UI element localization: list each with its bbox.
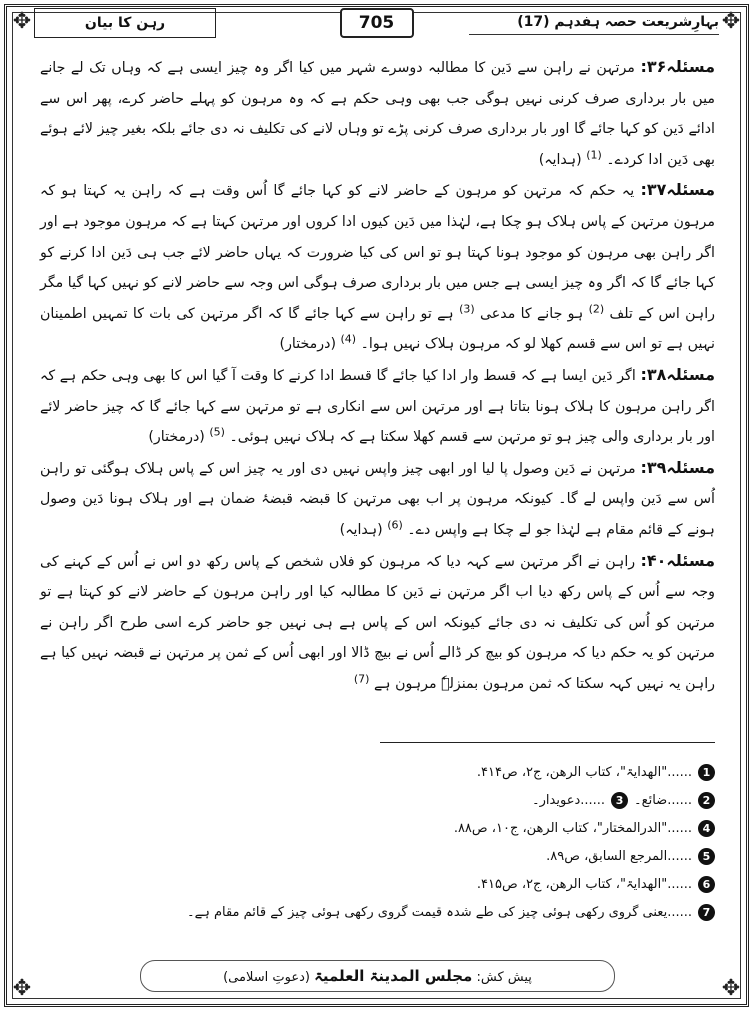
footnote-number: 1	[698, 764, 715, 781]
publisher-name: مجلس المدینۃ العلمیۃ	[314, 967, 473, 985]
footnote-item	[40, 786, 715, 814]
footnote-text: ......"الدرالمختار"، کتاب الرھن، ج۱۰، ص۸۸.	[453, 820, 692, 836]
footer-prefix: پیش کش:	[476, 970, 532, 985]
source-citation: (ہدایہ)	[538, 151, 582, 168]
source-citation: (درمختار)	[279, 336, 336, 353]
footnote-ref: (6)	[387, 518, 403, 532]
masala-label: مسئلہ۳۶:	[640, 57, 715, 76]
paragraph-text: مرتہن نے دَین وصول پا لیا اور ابھی چیز واپس نہیں دی اور یہ چیز اس کے پاس ہلاک ہوگئی تو راہن اُس سے دَین واپس لے گا۔ کیونکہ مرہون پر اب بھی مرتہن کا قبضہ قبضۂ ضمان ہے اور ہلاک ہونا دَین وصول ہونے کے قائم مقام ہے لہٰذا جو لے چکا ہے واپس دے۔	[40, 460, 715, 538]
ornament-corner-icon: ✥	[718, 9, 744, 35]
main-text	[40, 52, 715, 752]
footnote-text: ......یعنی گروی رکھی ہوئی چیز کی طے شدہ قیمت گروی رکھی ہوئی چیز کے قائم مقام ہے۔	[186, 904, 692, 920]
paragraph-text: اگر دَین ایسا ہے کہ قسط وار ادا کیا جائے گا قسط ادا کرنے کا وقت آ گیا اس کا بھی وہی حکم ہے کہ اگر راہن مرہون کا ہلاک ہونا بتاتا ہے اور مرتہن اس سے انکاری ہے تو مرتہن سے کہا جائے گا کہ چیز حاضر لائے اور بار برداری والی چیز ہو تو مرتہن سے قسم کھلا سکتا ہے کہ ہلاک نہیں ہوئی۔	[40, 367, 715, 446]
ornament-corner-icon: ✥	[9, 976, 35, 1002]
footnote-text: ......ضائع۔	[634, 792, 692, 808]
paragraph-text: ہو جانے کا مدعی	[479, 305, 584, 322]
footnote-number: 2	[698, 792, 715, 809]
book-title: بہارِشریعت حصہ ہفدہم (17)	[469, 10, 719, 35]
footnote-number: 6	[698, 876, 715, 893]
footnote-ref: (2)	[588, 302, 605, 316]
footnote-number: 7	[698, 904, 715, 921]
masala-label: مسئلہ۳۹:	[640, 457, 716, 477]
footnote-ref: (7)	[353, 672, 370, 686]
footnote-ref: (1)	[586, 148, 602, 162]
page-header	[34, 8, 719, 38]
publisher-footer	[140, 960, 615, 992]
source-citation: (درمختار)	[148, 429, 205, 446]
footnote-item	[40, 758, 715, 786]
footnote-item	[40, 842, 715, 870]
footnote-item	[40, 814, 715, 842]
footnote-ref: (4)	[340, 332, 357, 346]
source-citation: (ہدایہ)	[339, 521, 383, 538]
paragraph-text: مرتہن نے راہن سے دَین کا مطالبہ دوسرے شہر میں کیا اگر وہ چیز ایسی ہے کہ وہاں تک لے جانے میں بار برداری صرف کرنی نہیں ہوگی جب بھی وہی حکم ہے کہ وہ مرہون کو پہلے حاضر کرے، پھر اس سے ادائے دَین کو کہا جائے گا اور بار برداری صرف کرنی پڑے تو وہاں لانے کی تکلیف نہ دی جائے بلکہ بغیر چیز لائے ہوئے بھی دَین ادا کردے۔	[40, 60, 715, 168]
paragraph-text: یہ حکم کہ مرتہن کو مرہون کے حاضر لانے کو کہا جائے گا اُس وقت ہے کہ راہن یہ کہتا ہو کہ مرہون مرتہن کے پاس ہلاک ہو چکا ہے، لہٰذا میں دَین کیوں ادا کروں اور مرتہن کہتا ہے کہ مرہون موجود ہے اور اگر راہن بھی مرہون کو موجود ہونا کہتا ہو تو اس کی کیا ضرورت کہ یہاں حاضر لائے جب ہی دَین ادا کرنے کو کہا جائے گا کہ اگر وہ چیز ایسی ہے جس میں بار برداری صرف ہوگی اس وجہ سے حاضر لانے کو نہیں کہا گیا مگر راہن اس کے تلف	[40, 183, 715, 322]
masala-label: مسئلہ۳۷:	[640, 180, 715, 200]
masala-label: مسئلہ۴۰:	[640, 550, 716, 570]
footnote-ref: (3)	[459, 302, 475, 316]
ornament-corner-icon: ✥	[718, 976, 744, 1002]
page-number: 705	[340, 8, 414, 38]
footer-suffix: (دعوتِ اسلامی)	[223, 970, 310, 985]
masala-paragraph	[40, 52, 715, 175]
chapter-title: رہن کا بیان	[34, 8, 216, 38]
footnote-item	[40, 870, 715, 898]
footnotes	[40, 758, 715, 926]
masala-paragraph	[40, 175, 715, 360]
paragraph-text: راہن نے اگر مرتہن سے کہہ دیا کہ مرہون کو فلاں شخص کے پاس رکھ دو اس نے اُس کے کہنے کی وجہ سے اُس کے پاس رکھ دیا اب اگر مرتہن نے دَین کا مطالبہ کیا اور راہن مرہون کے حاضر لانے کو کہتا ہے تو مرتہن کو اُس کی تکلیف نہ دی جائے کیونکہ اس کے پاس ہے ہی نہیں جو حاضر کرے اسی طرح اگر راہن نے مرتہن کو یہ حکم دیا کہ مرہون کو بیچ کر ڈالے اُس نے بیچ ڈالا اور ابھی اُس کے ثمن پر مرتہن نے قبضہ نہیں کیا ہے راہن یہ نہیں کہہ سکتا کہ ثمن مرہون بمنزلہٗ مرہون ہے	[40, 553, 715, 692]
footnote-number: 5	[698, 848, 715, 865]
paragraph-text: ہے تو راہن سے کہا جائے گا کہ اگر مرتہن کی بات کا تمہیں اطمینان نہیں ہے تو اس سے قسم کھلا لو کہ مرہون ہلاک نہیں ہوا۔	[40, 305, 715, 353]
footnote-text: ......المرجع السابق، ص۸۹.	[546, 848, 692, 864]
footnote-ref: (5)	[209, 425, 225, 439]
footnote-divider	[380, 742, 715, 743]
masala-paragraph	[40, 546, 715, 700]
footnote-text: ......"الھدایۃ"، کتاب الرھن، ج۲، ص۴۱۵.	[476, 876, 692, 892]
footnote-number: 3	[611, 792, 628, 809]
masala-paragraph	[40, 453, 715, 546]
footnote-text: ......"الھدایۃ"، کتاب الرھن، ج۲، ص۴۱۴.	[476, 764, 692, 780]
footnote-item	[40, 898, 715, 926]
ornament-corner-icon: ✥	[9, 9, 35, 35]
footnote-number: 4	[698, 820, 715, 837]
masala-paragraph	[40, 360, 715, 453]
masala-label: مسئلہ۳۸:	[640, 364, 715, 384]
footnote-text: ......دعویدار۔	[532, 792, 606, 808]
